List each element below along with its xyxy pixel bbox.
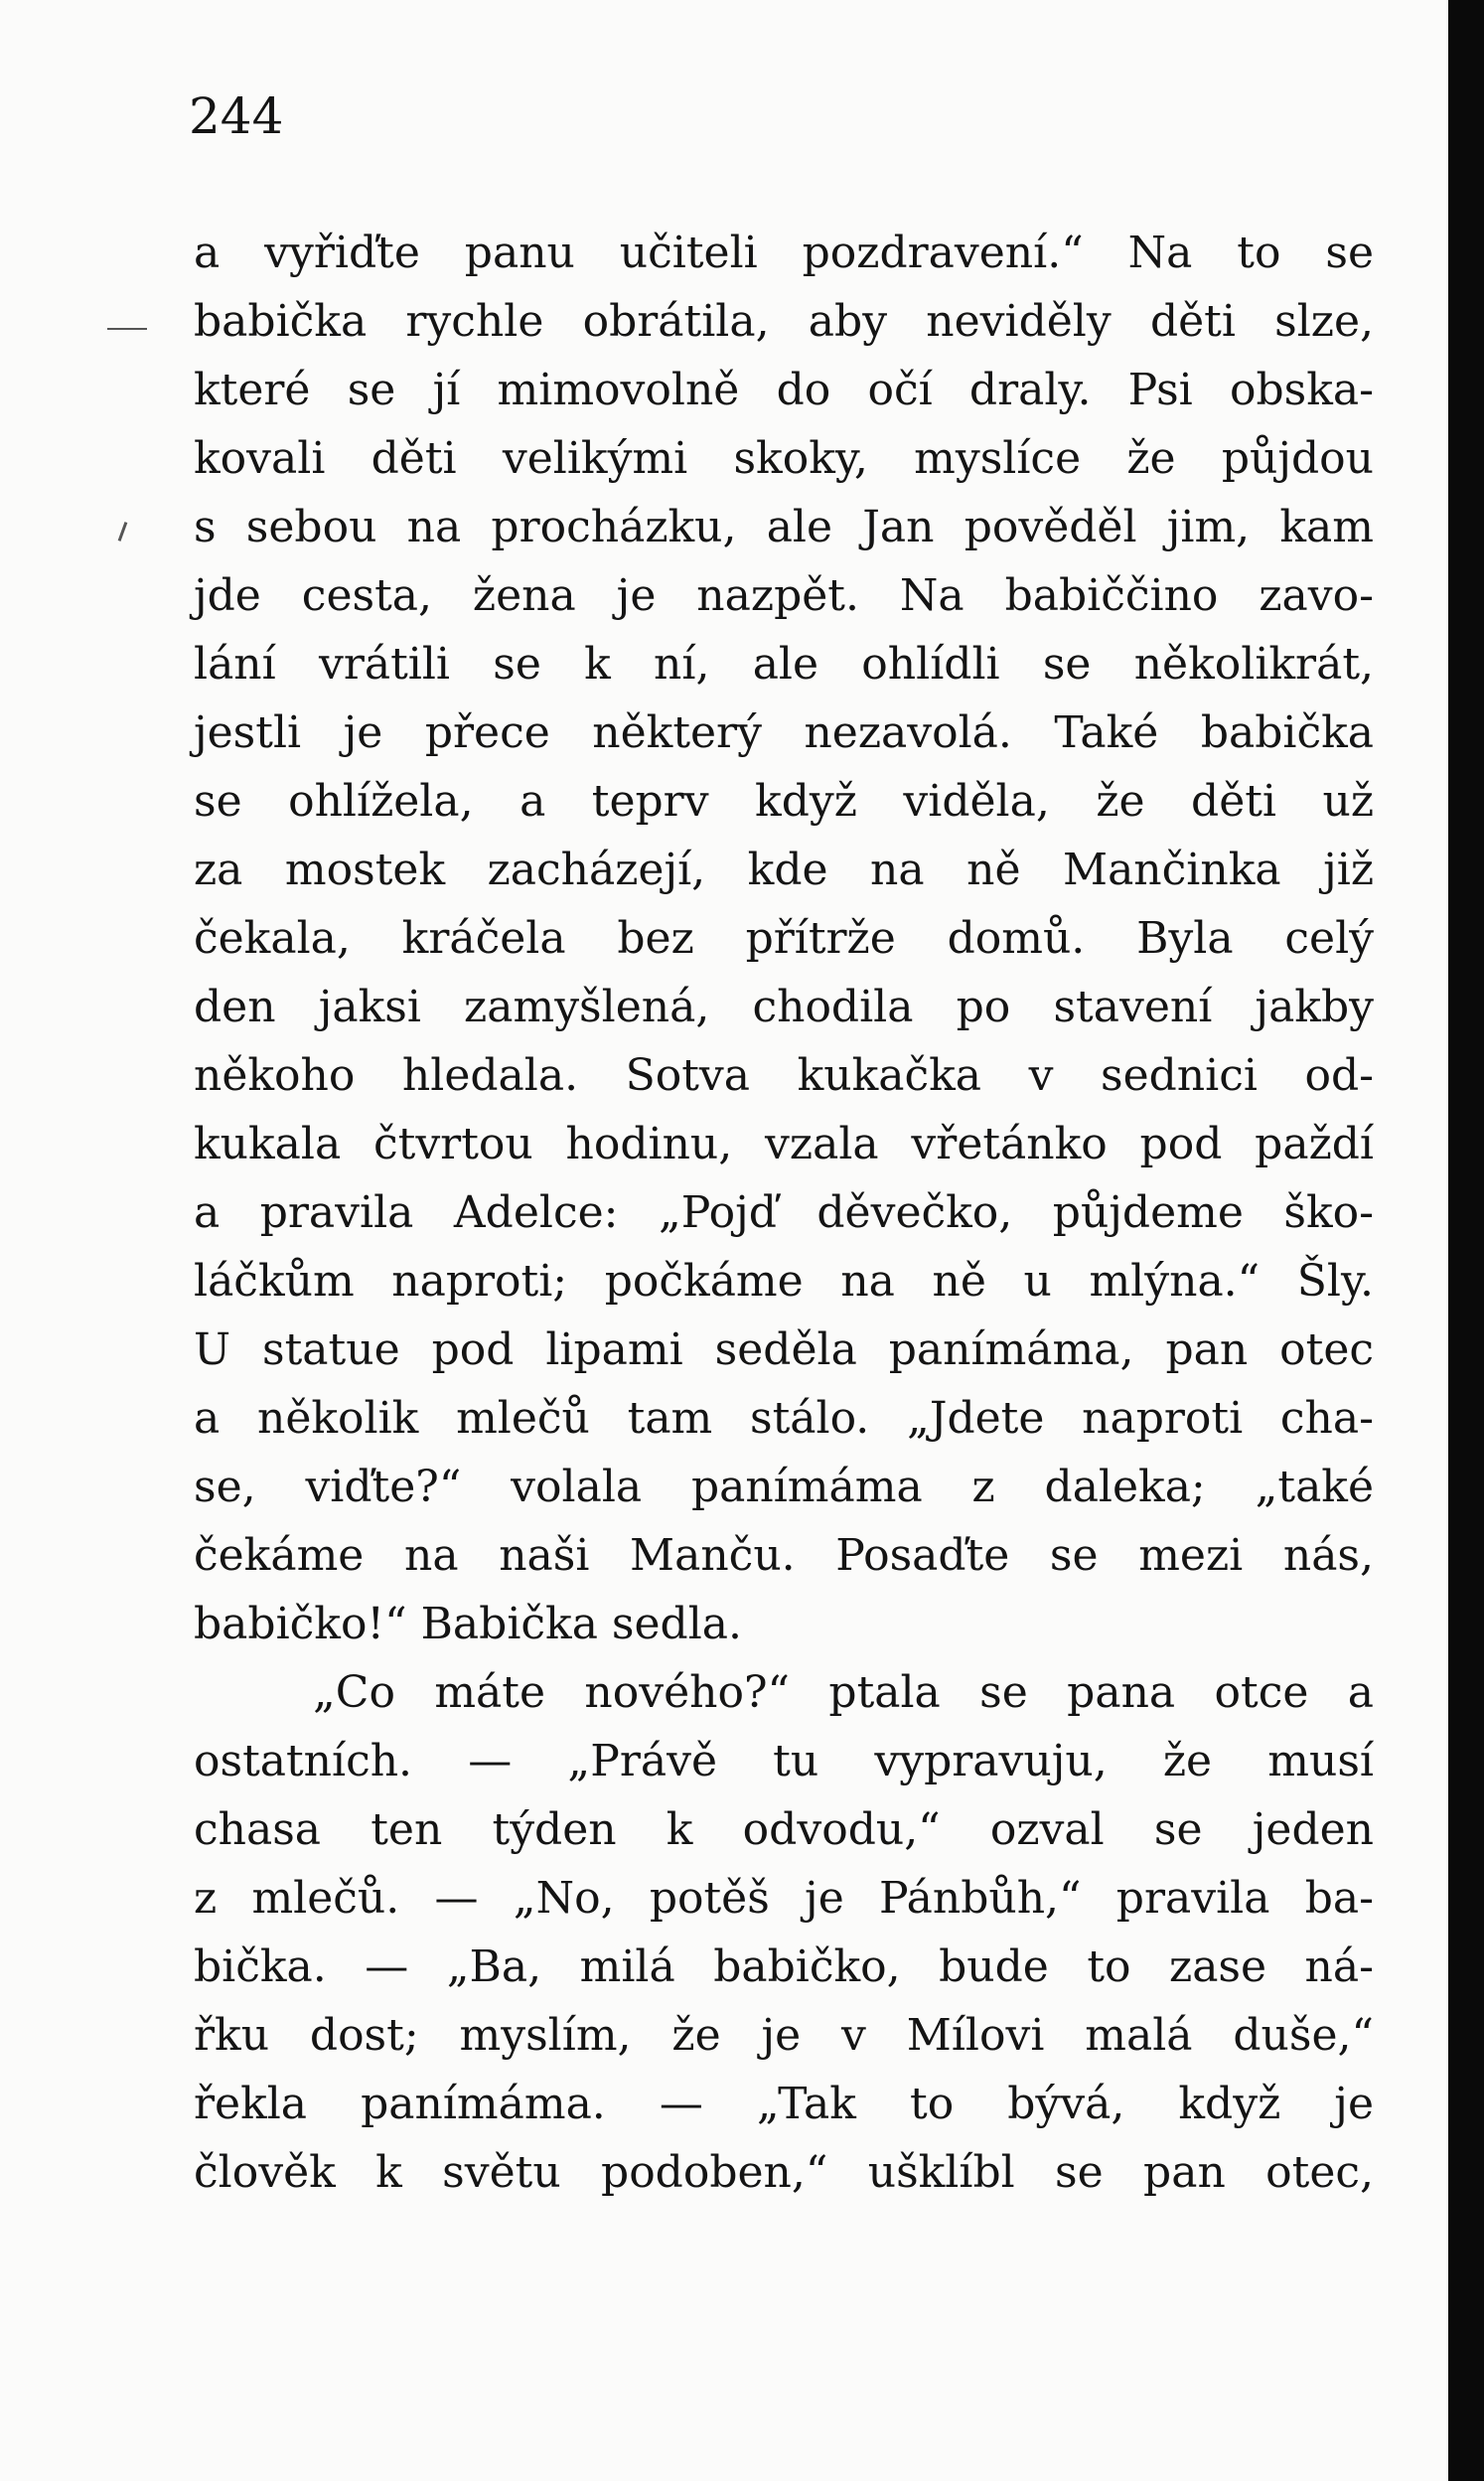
text-line: řku dost; myslím, že je v Mílovi malá duše,“	[194, 2010, 1374, 2061]
text-line: a pravila Adelce: „Pojď děvečko, půjdeme ško-	[194, 1187, 1374, 1238]
text-line: ostatních. — „Právě tu vypravuju, že musí	[194, 1736, 1374, 1786]
margin-mark	[118, 522, 128, 542]
text-line: s sebou na procházku, ale Jan pověděl jim, kam	[194, 502, 1374, 552]
text-line: se, viďte?“ volala panímáma z daleka; „také	[194, 1462, 1374, 1512]
text-line: a několik mlečů tam stálo. „Jdete naproti cha-	[194, 1393, 1374, 1444]
paragraph-end-line: babičko!“ Babička sedla.	[194, 1599, 742, 1649]
text-line: den jaksi zamyšlená, chodila po stavení jakby	[194, 982, 1374, 1032]
text-line: které se jí mimovolně do očí draly. Psi obska-	[194, 365, 1374, 415]
text-line: čekala, kráčela bez přítrže domů. Byla celý	[194, 913, 1374, 964]
text-line: bička. — „Ba, milá babičko, bude to zase ná-	[194, 1941, 1374, 1992]
paragraph-start-line: „Co máte nového?“ ptala se pana otce a	[313, 1667, 1374, 1718]
text-line: chasa ten týden k odvodu,“ ozval se jeden	[194, 1804, 1374, 1855]
text-line: a vyřiďte panu učiteli pozdravení.“ Na to se	[194, 228, 1374, 278]
text-line: kovali děti velikými skoky, myslíce že půjdou	[194, 433, 1374, 484]
text-line: kukala čtvrtou hodinu, vzala vřetánko pod paždí	[194, 1119, 1374, 1169]
text-line: člověk k světu podoben,“ ušklíbl se pan otec,	[194, 2147, 1374, 2198]
text-line: za mostek zacházejí, kde na ně Mančinka již	[194, 845, 1374, 895]
text-line: se ohlížela, a teprv když viděla, že děti už	[194, 776, 1374, 827]
text-line: z mlečů. — „No, potěš je Pánbůh,“ pravila ba-	[194, 1873, 1374, 1924]
text-line: řekla panímáma. — „Tak to bývá, když je	[194, 2079, 1374, 2129]
body-text	[194, 219, 1374, 2207]
scan-edge	[1448, 0, 1484, 2481]
page-number: 244	[189, 87, 284, 145]
text-line: láčkům naproti; počkáme na ně u mlýna.“ Šly.	[194, 1256, 1374, 1307]
text-line: čekáme na naši Manču. Posaďte se mezi nás,	[194, 1530, 1374, 1581]
text-line: U statue pod lipami seděla panímáma, pan otec	[194, 1324, 1374, 1375]
text-line: lání vrátili se k ní, ale ohlídli se několikrát,	[194, 639, 1374, 690]
text-line: babička rychle obrátila, aby neviděly děti slze,	[194, 296, 1374, 347]
text-line: jestli je přece některý nezavolá. Také babička	[194, 707, 1374, 758]
margin-mark	[107, 328, 147, 330]
text-line: někoho hledala. Sotva kukačka v sednici od-	[194, 1050, 1374, 1101]
text-line: jde cesta, žena je nazpět. Na babiččino zavo-	[194, 570, 1374, 621]
